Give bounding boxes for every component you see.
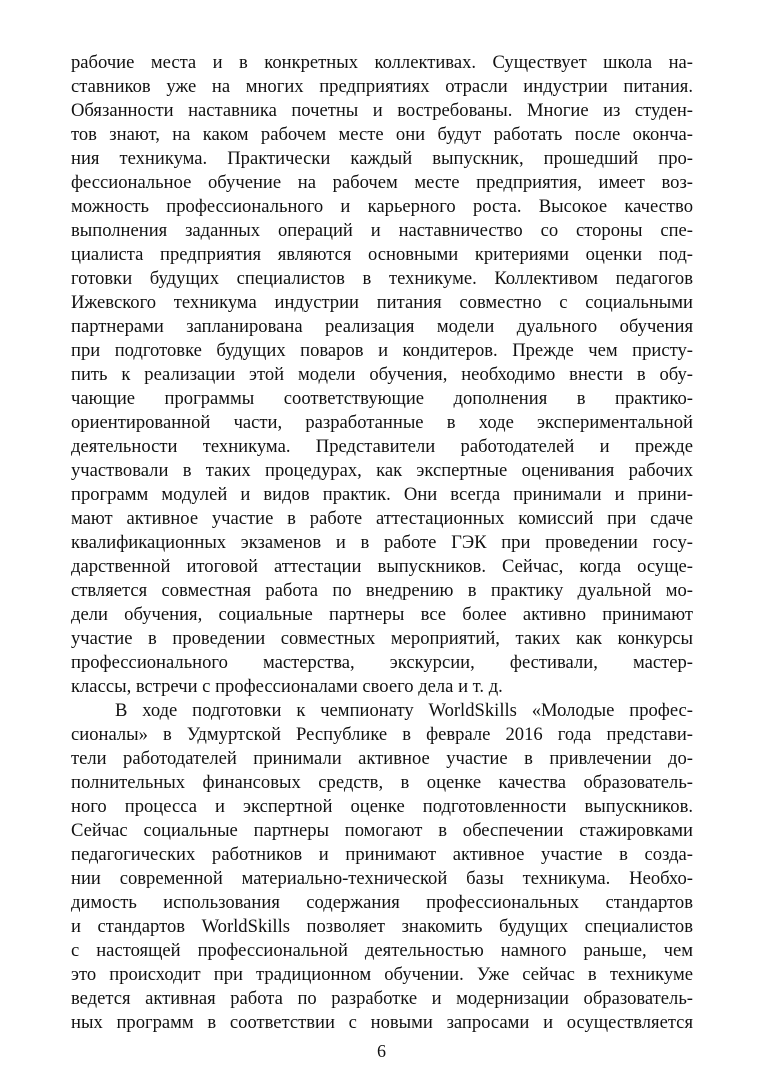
text-line: нии современной материально-технической базы техникума. Необхо- <box>71 868 693 889</box>
text-line: дели обучения, социальные партнеры все более активно принимают <box>71 604 693 625</box>
text-line: пить к реализации этой модели обучения, необходимо внести в обу- <box>71 364 693 385</box>
text-line: ных программ в соответствии с новыми запросами и осуществляется <box>71 1012 693 1033</box>
text-line: это происходит при традиционном обучении. Уже сейчас в техникуме <box>71 964 693 985</box>
text-line: ствляется совместная работа по внедрению в практику дуальной мо- <box>71 580 693 601</box>
text-line: полнительных финансовых средств, в оценке качества образователь- <box>71 772 693 793</box>
text-line: тели работодателей принимали активное участие в привлечении до- <box>71 748 693 769</box>
text-line: можность профессионального и карьерного роста. Высокое качество <box>71 196 693 217</box>
text-line: Сейчас социальные партнеры помогают в обеспечении стажировками <box>71 820 693 841</box>
text-line: рабочие места и в конкретных коллективах. Существует школа на- <box>71 52 693 73</box>
text-line: ния техникума. Практически каждый выпускник, прошедший про- <box>71 148 693 169</box>
text-line: ного процесса и экспертной оценке подготовленности выпускников. <box>71 796 693 817</box>
paragraph-2 <box>71 699 693 1035</box>
page-number: 6 <box>377 1041 386 1061</box>
text-line: готовки будущих специалистов в техникуме. Коллективом педагогов <box>71 268 693 289</box>
text-line: участие в проведении совместных мероприятий, таких как конкурсы <box>71 628 693 649</box>
text-line: фессиональное обучение на рабочем месте предприятия, имеет воз- <box>71 172 693 193</box>
text-line: Ижевского техникума индустрии питания совместно с социальными <box>71 292 693 313</box>
text-line: профессионального мастерства, экскурсии, фестивали, мастер- <box>71 652 693 673</box>
text-line: при подготовке будущих поваров и кондитеров. Прежде чем присту- <box>71 340 693 361</box>
text-line: димость использования содержания профессиональных стандартов <box>71 892 693 913</box>
text-line: В ходе подготовки к чемпионату WorldSkills «Молодые профес- <box>115 700 693 721</box>
text-line: классы, встречи с профессионалами своего дела и т. д. <box>71 676 503 697</box>
text-line: с настоящей профессиональной деятельностью намного раньше, чем <box>71 940 693 961</box>
text-line: дарственной итоговой аттестации выпускников. Сейчас, когда осуще- <box>71 556 693 577</box>
text-line: Обязанности наставника почетны и востребованы. Многие из студен- <box>71 100 693 121</box>
text-line: программ модулей и видов практик. Они всегда принимали и прини- <box>71 484 693 505</box>
paragraph-1 <box>71 51 693 699</box>
text-line: ведется активная работа по разработке и модернизации образователь- <box>71 988 693 1009</box>
text-line: и стандартов WorldSkills позволяет знакомить будущих специалистов <box>71 916 693 937</box>
text-line: квалификационных экзаменов и в работе ГЭК при проведении госу- <box>71 532 693 553</box>
text-line: выполнения заданных операций и наставничество со стороны спе- <box>71 220 693 241</box>
text-line: ориентированной части, разработанные в ходе экспериментальной <box>71 412 693 433</box>
page-body <box>71 51 693 1035</box>
text-line: мают активное участие в работе аттестационных комиссий при сдаче <box>71 508 693 529</box>
text-line: партнерами запланирована реализация модели дуального обучения <box>71 316 693 337</box>
text-line: ставников уже на многих предприятиях отрасли индустрии питания. <box>71 76 693 97</box>
text-line: деятельности техникума. Представители работодателей и прежде <box>71 436 693 457</box>
text-line: чающие программы соответствующие дополнения в практико- <box>71 388 693 409</box>
text-line: педагогических работников и принимают активное участие в созда- <box>71 844 693 865</box>
text-line: тов знают, на каком рабочем месте они будут работать после оконча- <box>71 124 693 145</box>
text-line: участвовали в таких процедурах, как экспертные оценивания рабочих <box>71 460 693 481</box>
text-line: сионалы» в Удмуртской Республике в феврале 2016 года представи- <box>71 724 693 745</box>
text-line: циалиста предприятия являются основными критериями оценки под- <box>71 244 693 265</box>
